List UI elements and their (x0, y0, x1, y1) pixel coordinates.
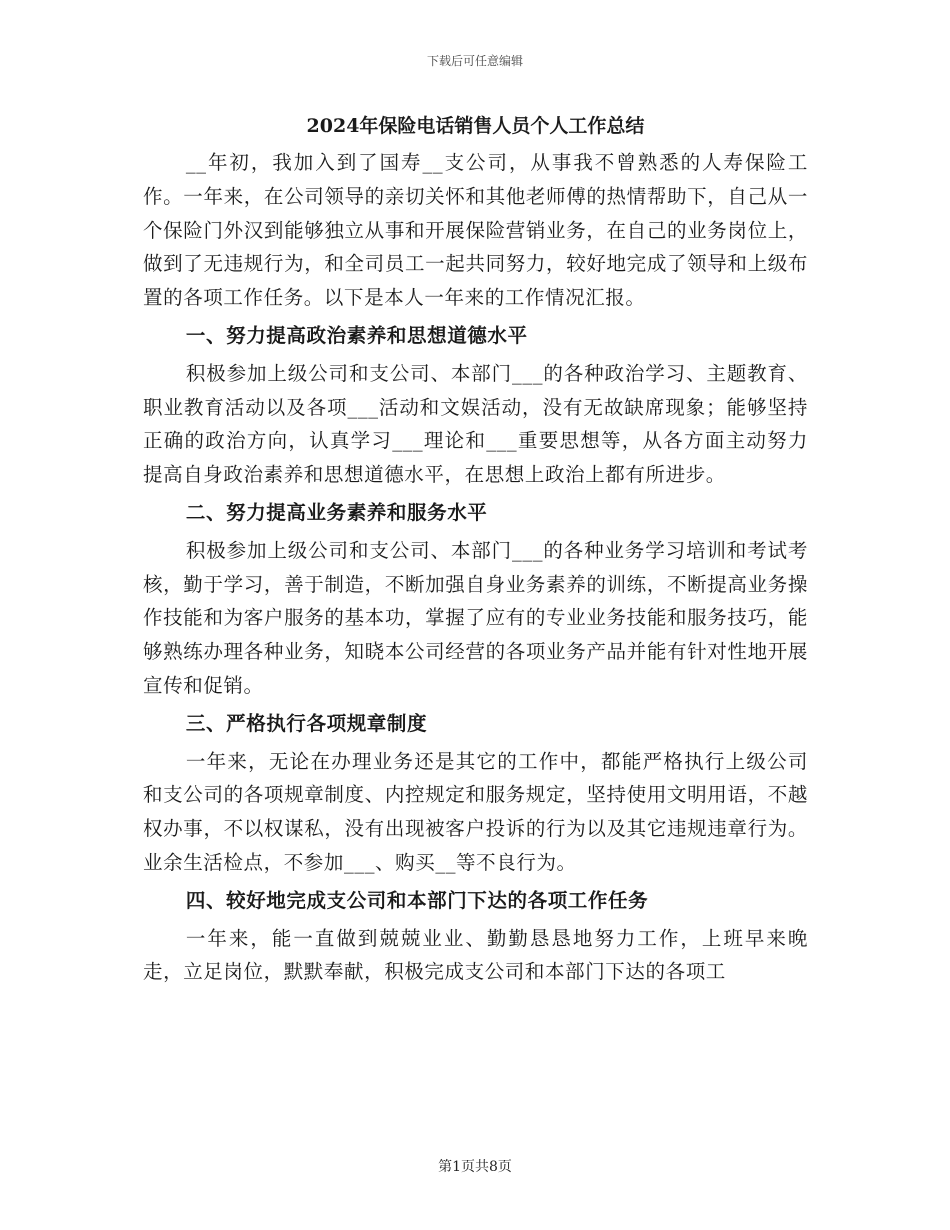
section-heading-2: 二、努力提高业务素养和服务水平 (185, 500, 488, 524)
section-heading-4: 四、较好地完成支公司和本部门下达的各项工作任务 (185, 888, 649, 912)
header-note: 下载后可任意编辑 (426, 54, 523, 68)
section-body-4: 一年来，能一直做到兢兢业业、勤勤恳恳地努力工作，上班早来晚走，立足岗位，默默奉献，积极完成支公司和本部门下达的各项工 (143, 926, 808, 984)
section-body-1: 积极参加上级公司和支公司、本部门___的各种政治学习、主题教育、职业教育活动以及各项___活动和文娱活动，没有无故缺席现象；能够坚持正确的政治方向，认真学习___理论和___重要思想等，从各方面主动努力提高自身政治素养和思想道德水平，在思想上政治上都有所进步。 (143, 361, 808, 487)
section-body-3: 一年来，无论在办理业务还是其它的工作中，都能严格执行上级公司和支公司的各项规章制度、内控规定和服务规定，坚持使用文明用语，不越权办事，不以权谋私，没有出现被客户投诉的行为以及其它违规违章行为。业余生活检点，不参加___、购买__等不良行为。 (143, 749, 808, 874)
page-footer: 第1页共8页 (438, 1159, 512, 1175)
document-title: 2024年保险电话销售人员个人工作总结 (306, 115, 645, 137)
section-body-2: 积极参加上级公司和支公司、本部门___的各种业务学习培训和考试考核，勤于学习，善于制造，不断加强自身业务素养的训练，不断提高业务操作技能和为客户服务的基本功，掌握了应有的专业业务技能和服务技巧，能够熟练办理各种业务，知晓本公司经营的各项业务产品并能有针对性地开展宣传和促销。 (143, 538, 808, 697)
intro-paragraph: __年初，我加入到了国寿__支公司，从事我不曾熟悉的人寿保险工作。一年来，在公司领导的亲切关怀和其他老师傅的热情帮助下，自己从一个保险门外汉到能够独立从事和开展保险营销业务，在自己的业务岗位上，做到了无违规行为，和全司员工一起共同努力，较好地完成了领导和上级布置的各项工作任务。以下是本人一年来的工作情况汇报。 (143, 151, 808, 310)
document-body (143, 112, 808, 989)
section-heading-3: 三、严格执行各项规章制度 (185, 711, 428, 735)
section-heading-1: 一、努力提高政治素养和思想道德水平 (185, 323, 528, 347)
